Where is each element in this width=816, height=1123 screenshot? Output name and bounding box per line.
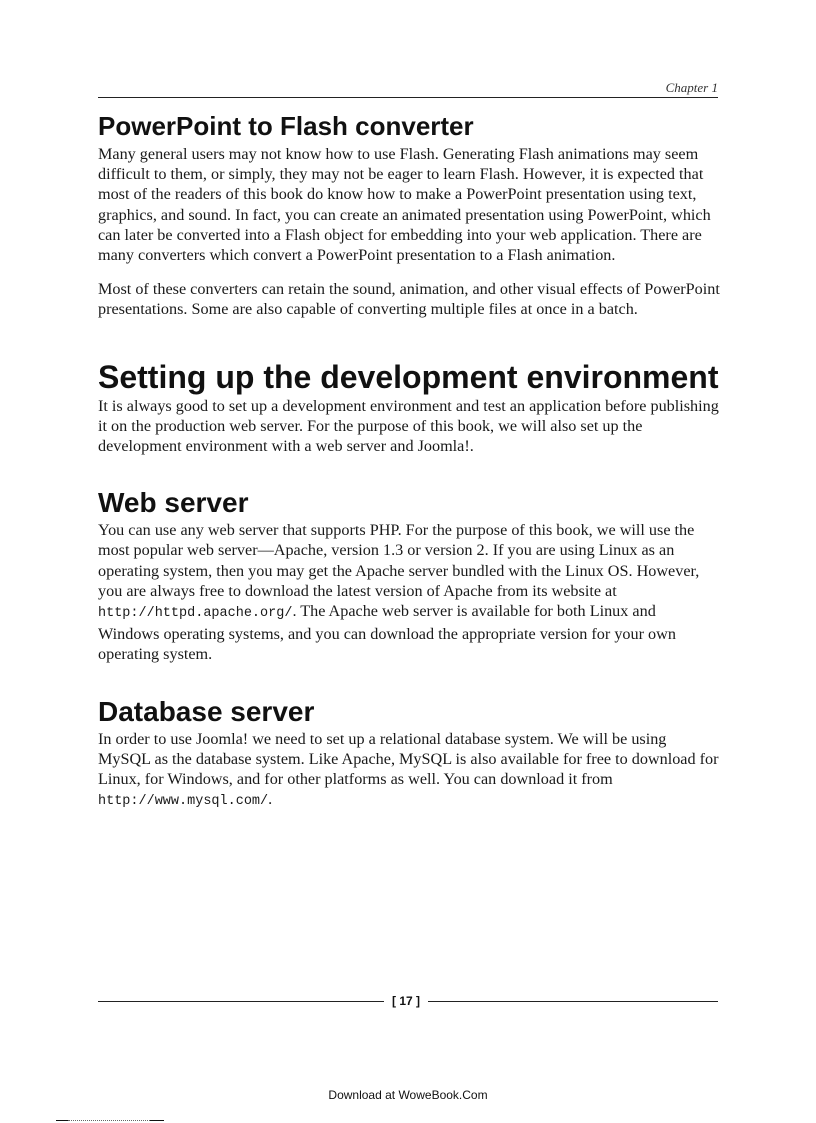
heading-powerpoint-flash-converter: PowerPoint to Flash converter [98,111,474,141]
scan-mark-right [150,1120,164,1121]
paragraph-dev-env-intro: It is always good to set up a development environment and test an application before publishing it on the production web server. For the purpose of this book, we will also set up the development environment with a web server and Joomla!. [98,396,719,456]
scan-mark-dotted [68,1120,150,1121]
web-server-text-before: You can use any web server that supports PHP. For the purpose of this book, we will use the most popular web server—Apache, version 1.3 or version 2. If you are using Linux as an operating system, then you may get the Apache server bundled with the Linux OS. However, you are always free to download the latest version of Apache from its website at [98,521,700,600]
paragraph-web-server [98,520,720,664]
paragraph-converters-retain: Most of these converters can retain the sound, animation, and other visual effects of PowerPoint presentations. Some are also capable of converting multiple files at once in a batch. [98,280,720,319]
paragraph-database-server [98,729,720,813]
database-text-after: . [268,790,273,809]
footer-rule-left [98,1001,384,1002]
heading-development-environment: Setting up the development environment [98,358,719,395]
heading-database-server: Database server [98,695,315,727]
paragraph-flash-intro: Many general users may not know how to use Flash. Generating Flash animations may seem difficult to them, or simply, they may not be eager to learn Flash. However, it is expected that most of the readers of this book do know how to make a PowerPoint presentation using text, graphics, and sound. In fact, you can create an animated presentation using PowerPoint, which can later be converted into a Flash object for embedding into your web application. There are many converters which convert a PowerPoint presentation to a Flash animation. [98,145,711,265]
heading-web-server: Web server [98,487,249,519]
mysql-url-link[interactable]: http://www.mysql.com/ [98,794,269,810]
footer-rule-right [428,1001,718,1002]
apache-url-link[interactable]: http://httpd.apache.org/ [98,606,293,622]
header-rule [98,97,718,98]
page-content [98,110,720,812]
web-server-text-after: . The Apache web server is available for both Linux and Windows operating systems, and you can download the appropriate version for your own operating system. [98,602,676,664]
running-head-chapter: Chapter 1 [665,80,718,95]
page-number: [ 17 ] [391,994,420,1008]
scan-mark-left [56,1120,68,1121]
download-note: Download at WoweBook.Com [328,1088,488,1102]
database-text-before: In order to use Joomla! we need to set up a relational database system. We will be using MySQL as the database system. Like Apache, MySQL is also available for free to download for Linux, for Windows, and for other platforms as well. You can download it from [98,729,719,789]
